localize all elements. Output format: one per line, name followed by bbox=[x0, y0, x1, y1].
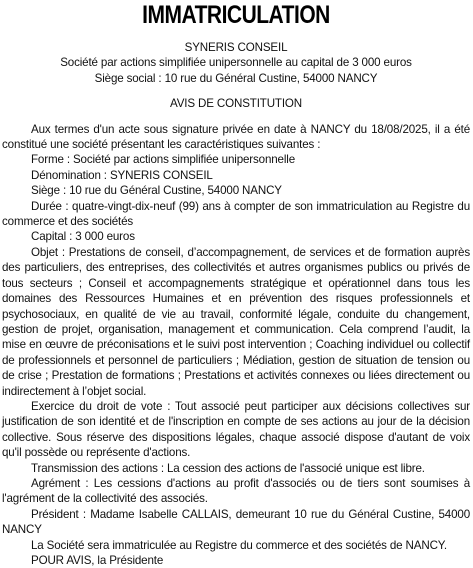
paragraph-approval: Agrément : Les cessions d'actions au profit d'associés ou de tiers sont soumises à l'agrément de la collectivité des associés. bbox=[2, 476, 470, 506]
notice-type: AVIS DE CONSTITUTION bbox=[169, 97, 303, 111]
paragraph-registration: La Société sera immatriculée au Registre du commerce et des sociétés de NANCY. bbox=[31, 538, 447, 552]
paragraph-form: Forme : Société par actions simplifiée unipersonnelle bbox=[31, 153, 295, 167]
paragraph-president: Président : Madame Isabelle CALLAIS, demeurant 10 rue du Général Custine, 54000 NANCY bbox=[2, 507, 470, 537]
paragraph-duration: Durée : quatre-vingt-dix-neuf (99) ans à compter de son immatriculation au Registre du commerce et des sociétés bbox=[2, 199, 470, 229]
paragraph-share-transfer: Transmission des actions : La cession des actions de l'associé unique est libre. bbox=[31, 461, 425, 475]
company-head-office: Siège social : 10 rue du Général Custine, 54000 NANCY bbox=[94, 71, 378, 85]
company-form-capital: Société par actions simplifiée unipersonnelle au capital de 3 000 euros bbox=[60, 56, 412, 70]
paragraph-signature: POUR AVIS, la Présidente bbox=[31, 554, 164, 567]
paragraph-object: Objet : Prestations de conseil, d’accompagnement, de services et de formation auprès des particuliers, des entreprises, des collectivités et autres organismes publics ou privés de tous secteurs ; Conseil et accompagnements stratégique et opérationnel dans tous les domaines des Ressources Humaines et en prévention des risques professionnels et psychosociaux, en qualité de vie au travail, conformité légale, conduite du changement, gestion de projet, organisation, management et communication. Cela comprend l’audit, la mise en œuvre de préconisations et le suivi post intervention ; Coaching individuel ou collectif de professionnels et personnel de particuliers ; Médiation, gestion de situation de tension ou de crise ; Prestation de formations ; Prestations et activités connexes ou liées directement ou indirectement à l’objet social. bbox=[2, 245, 470, 398]
paragraph-intro: Aux termes d'un acte sous signature privée en date à NANCY du 18/08/2025, il a été constitué une société présentant les caractéristiques suivantes : bbox=[2, 122, 470, 152]
paragraph-seat: Siège : 10 rue du Général Custine, 54000 NANCY bbox=[31, 184, 282, 198]
spacer bbox=[2, 86, 470, 96]
spacer bbox=[2, 112, 470, 122]
paragraph-denomination: Dénomination : SYNERIS CONSEIL bbox=[31, 168, 213, 182]
notice-heading: IMMATRICULATION bbox=[142, 1, 330, 29]
company-name: SYNERIS CONSEIL bbox=[184, 41, 288, 54]
paragraph-capital: Capital : 3 000 euros bbox=[31, 230, 135, 244]
paragraph-voting-rights: Exercice du droit de vote : Tout associé peut participer aux décisions collectives sur justification de son identité et de l'inscription en compte de ses actions au jour de la décision collective. Sous réserve des dispositions légales, chaque associé dispose d'autant de voix qu'il possède ou représente d'actions. bbox=[2, 399, 470, 460]
